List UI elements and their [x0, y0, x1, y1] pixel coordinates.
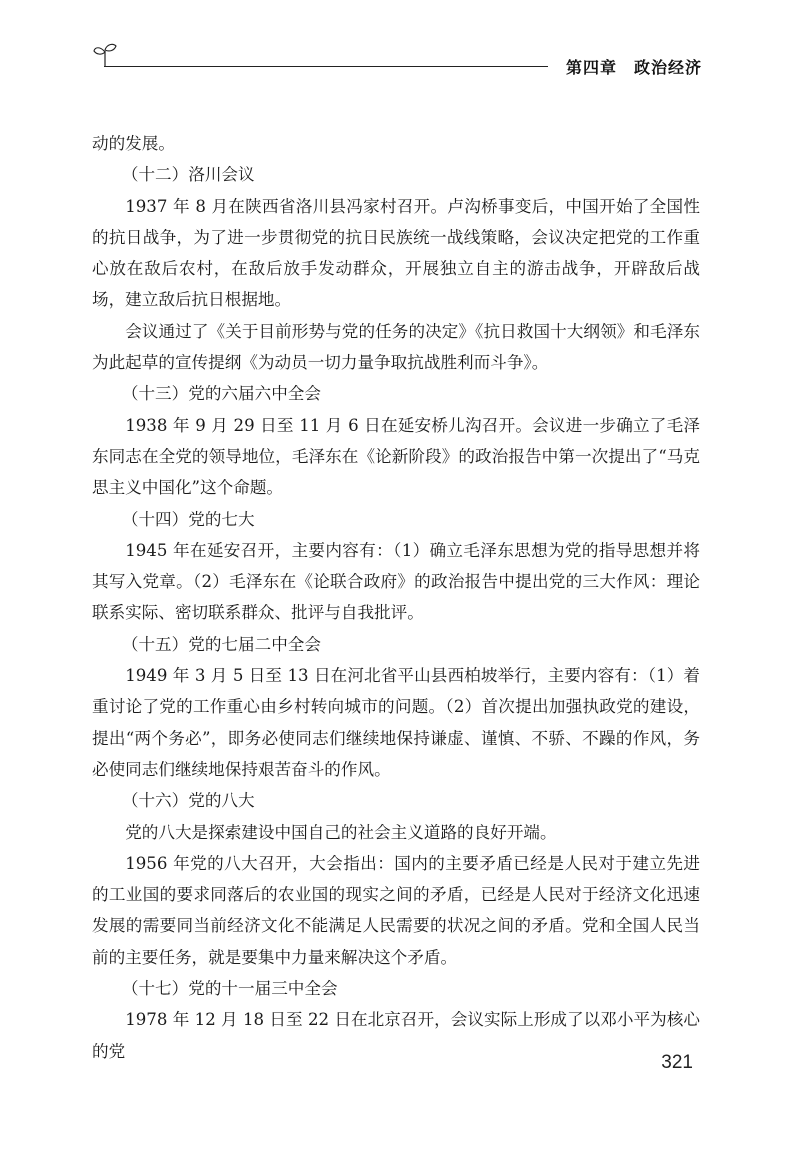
paragraph: 会议通过了《关于目前形势与党的任务的决定》《抗日救国十大纲领》和毛泽东为此起草的宣传提纲《为动员一切力量争取抗战胜利而斗争》。: [92, 321, 700, 373]
paragraph: 1938 年 9 月 29 日至 11 月 6 日在延安桥儿沟召开。会议进一步确立了毛泽东同志在全党的领导地位，毛泽东在《论新阶段》的政治报告中第一次提出了“马克思主义中国化”这个命题。: [92, 415, 700, 498]
paragraph: 1949 年 3 月 5 日至 13 日在河北省平山县西柏坡举行，主要内容有：（1）着重讨论了党的工作重心由乡村转向城市的问题。（2）首次提出加强执政党的建设，提出“两个务必”，即务必使同志们继续地保持谦虚、谨慎、不骄、不躁的作风，务必使同志们继续地保持艰苦奋斗的作风。: [92, 666, 700, 779]
page-body: [92, 128, 700, 1067]
section-heading: （十三）党的六届六中全会: [121, 384, 321, 404]
paragraph: 1978 年 12 月 18 日至 22 日在北京召开，会议实际上形成了以邓小平为核心的党: [92, 1010, 700, 1061]
paragraph: 1956 年党的八大召开，大会指出：国内的主要矛盾已经是人民对于建立先进的工业国的要求同落后的农业国的现实之间的矛盾，已经是人民对于经济文化迅速发展的需要同当前经济文化不能满足人民需要的状况之间的矛盾。党和全国人民当前的主要任务，就是要集中力量来解决这个矛盾。: [92, 853, 700, 967]
section-heading: （十二）洛川会议: [121, 165, 255, 185]
section-heading: （十七）党的十一届三中全会: [121, 979, 338, 999]
section-heading: （十四）党的七大: [121, 509, 255, 529]
section-heading: （十六）党的八大: [121, 791, 255, 811]
chapter-title: 第四章 政治经济: [565, 58, 702, 77]
running-header: [92, 40, 704, 80]
paragraph: 1937 年 8 月在陕西省洛川县冯家村召开。卢沟桥事变后，中国开始了全国性的抗日战争，为了进一步贯彻党的抗日民族统一战线策略，会议决定把党的工作重心放在敌后农村，在敌后放手发动群众，开展独立自主的游击战争，开辟敌后战场，建立敌后抗日根据地。: [92, 196, 700, 310]
paragraph: 1945 年在延安召开，主要内容有：（1）确立毛泽东思想为党的指导思想并将其写入党章。（2）毛泽东在《论联合政府》的政治报告中提出党的三大作风：理论联系实际、密切联系群众、批评与自我批评。: [92, 540, 700, 623]
paragraph: 党的八大是探索建设中国自己的社会主义道路的良好开端。: [125, 822, 557, 842]
section-heading: （十五）党的七届二中全会: [121, 634, 321, 654]
header-rule: [104, 66, 548, 67]
paragraph: 动的发展。: [92, 134, 175, 153]
page-number: 321: [661, 1052, 693, 1073]
